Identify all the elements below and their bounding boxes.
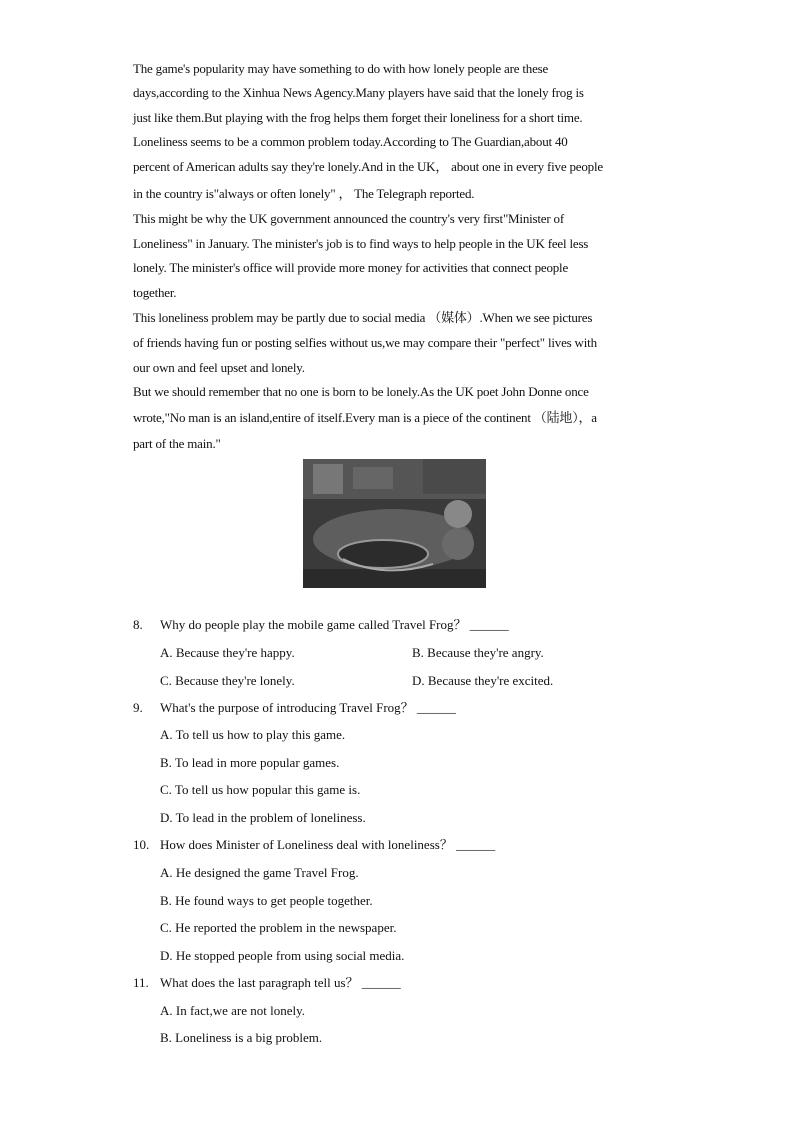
passage-line: percent of American adults say they're lonely.And in the UK， about one in every five people xyxy=(133,159,603,174)
question-9 xyxy=(133,700,456,716)
option-b[interactable]: B. He found ways to get people together. xyxy=(160,893,373,908)
option-b[interactable]: B. Because they're angry. xyxy=(412,645,544,660)
question-text: What's the purpose of introducing Travel Frog？ ______ xyxy=(160,700,456,715)
passage-line: in the country is"always or often lonely" ， The Telegraph reported. xyxy=(133,186,475,201)
passage-line: lonely. The minister's office will provide more money for activities that connect people xyxy=(133,260,569,275)
option-c[interactable]: C. He reported the problem in the newspaper. xyxy=(160,920,397,935)
option-a[interactable]: A. To tell us how to play this game. xyxy=(160,727,346,742)
travel-frog-game-image xyxy=(303,459,486,588)
option-d[interactable]: D. To lead in the problem of loneliness. xyxy=(160,810,366,825)
option-a[interactable]: A. In fact,we are not lonely. xyxy=(160,1003,305,1018)
option-c[interactable]: C. To tell us how popular this game is. xyxy=(160,782,361,797)
passage-line: days,according to the Xinhua News Agency.Many players have said that the lonely frog is xyxy=(133,85,584,100)
passage-line: This might be why the UK government announced the country's very first"Minister of xyxy=(133,211,564,226)
option-c[interactable]: C. Because they're lonely. xyxy=(160,673,295,688)
question-text: What does the last paragraph tell us？ ______ xyxy=(160,975,401,990)
option-a[interactable]: A. Because they're happy. xyxy=(160,645,295,660)
question-text: Why do people play the mobile game called Travel Frog？ ______ xyxy=(160,617,509,632)
passage-line: together. xyxy=(133,285,177,300)
passage-line: just like them.But playing with the frog helps them forget their loneliness for a short time. xyxy=(133,110,583,125)
passage-line: Loneliness seems to be a common problem today.According to The Guardian,about 40 xyxy=(133,134,568,149)
option-d[interactable]: D. He stopped people from using social media. xyxy=(160,948,405,963)
passage-line: But we should remember that no one is born to be lonely.As the UK poet John Donne once xyxy=(133,384,589,399)
question-number: 9. xyxy=(133,700,143,715)
question-number: 11. xyxy=(133,975,149,990)
option-b[interactable]: B. Loneliness is a big problem. xyxy=(160,1030,323,1045)
passage-line: part of the main." xyxy=(133,436,221,451)
option-a[interactable]: A. He designed the game Travel Frog. xyxy=(160,865,359,880)
passage-line: our own and feel upset and lonely. xyxy=(133,360,305,375)
passage-line: wrote,"No man is an island,entire of itself.Every man is a piece of the continent （陆地），a xyxy=(133,410,597,425)
passage-line: The game's popularity may have something to do with how lonely people are these xyxy=(133,61,549,76)
question-number: 10. xyxy=(133,837,150,852)
passage-line: This loneliness problem may be partly due to social media （媒体）.When we see pictures xyxy=(133,310,593,325)
question-8 xyxy=(133,617,509,633)
option-b[interactable]: B. To lead in more popular games. xyxy=(160,755,340,770)
question-number: 8. xyxy=(133,617,143,632)
passage-line: of friends having fun or posting selfies without us,we may compare their "perfect" lives with xyxy=(133,335,597,350)
question-10 xyxy=(133,837,495,853)
question-11 xyxy=(133,975,401,991)
question-text: How does Minister of Loneliness deal with loneliness？ ______ xyxy=(160,837,496,852)
passage-line: Loneliness" in January. The minister's job is to find ways to help people in the UK feel less xyxy=(133,236,589,251)
option-d[interactable]: D. Because they're excited. xyxy=(412,673,554,688)
